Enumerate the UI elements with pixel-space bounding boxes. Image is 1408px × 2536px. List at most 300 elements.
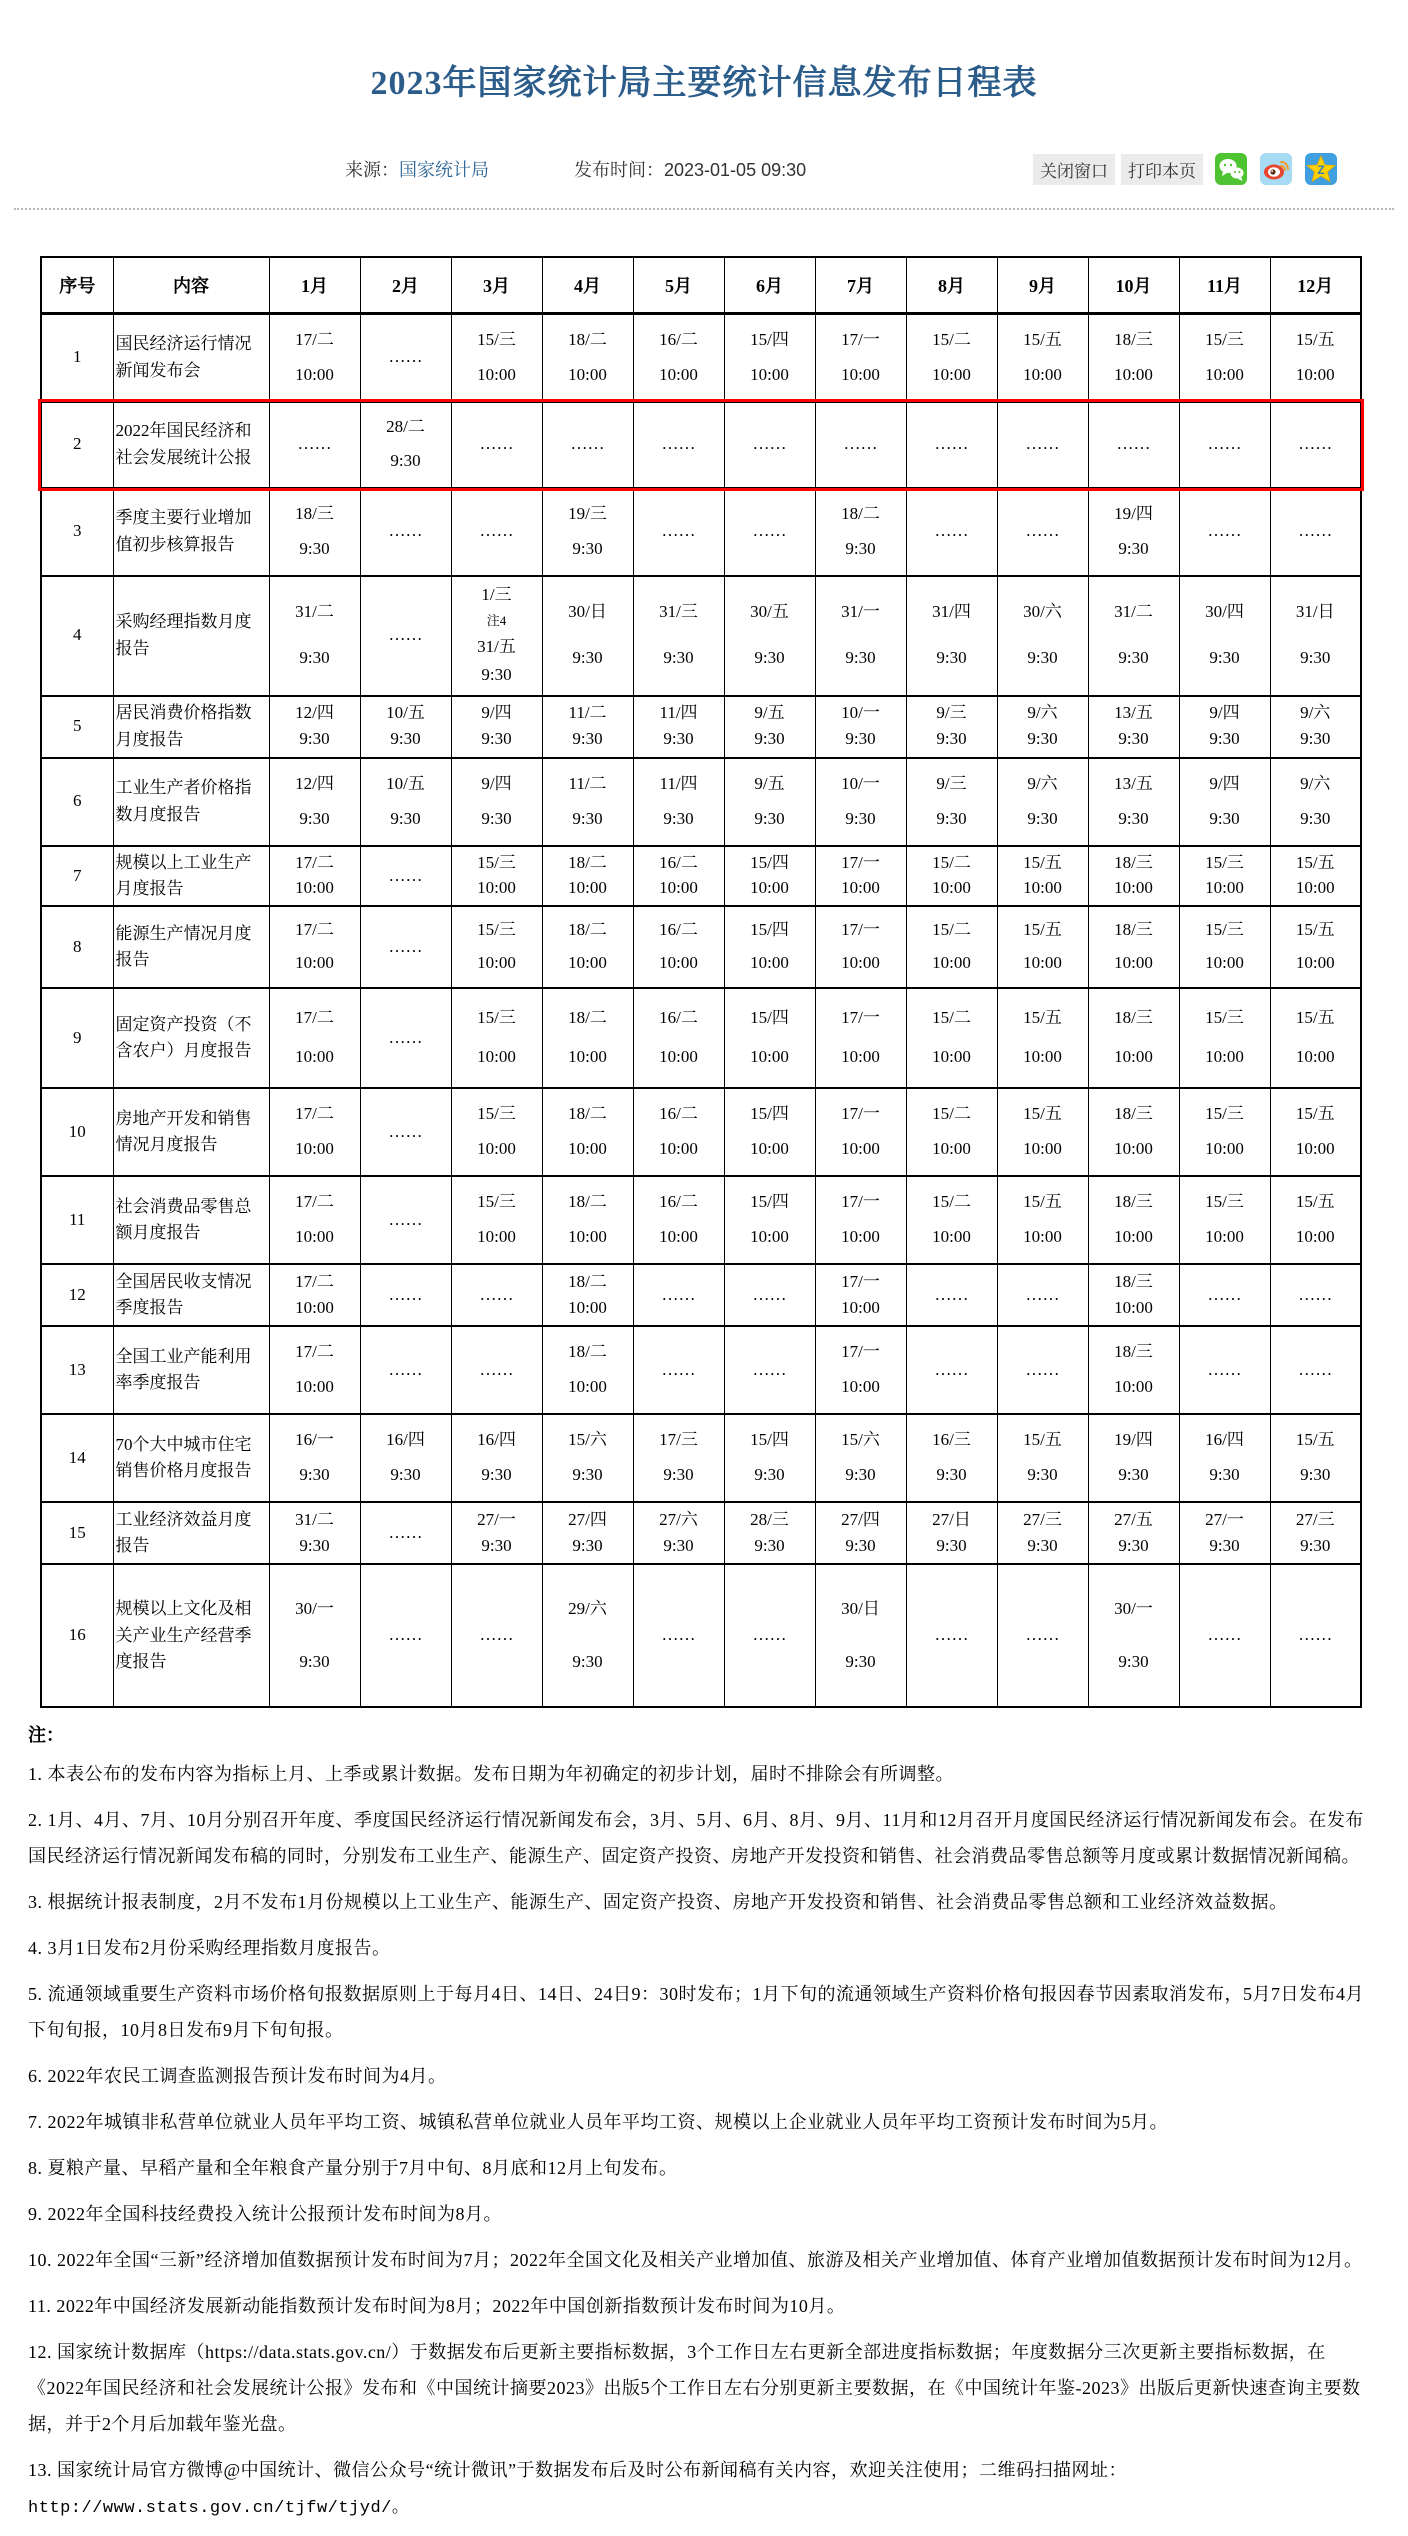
page-title: 2023年国家统计局主要统计信息发布日程表 (370, 65, 1038, 102)
schedule-cell (815, 488, 906, 576)
column-header: 5月 (633, 257, 724, 313)
schedule-cell (724, 402, 815, 488)
schedule-cell-line: 9:30 (481, 665, 512, 684)
schedule-cell-line: 9:30 (1118, 808, 1149, 828)
note-item: 7. 2022年城镇非私营单位就业人员年平均工资、城镇私营单位就业人员年平均工资、规模以上企业就业人员年平均工资预计发布时间为5月。 (28, 2112, 1168, 2133)
schedule-cell-line: 9:30 (1300, 1535, 1331, 1555)
schedule-cell-line: 9:30 (1300, 808, 1331, 828)
schedule-cell (1179, 1326, 1270, 1414)
schedule-cell-line: 31/日 (1295, 602, 1335, 622)
schedule-cell (997, 488, 1088, 576)
schedule-cell-line: 18/二 (568, 1192, 607, 1212)
column-header: 1月 (269, 257, 360, 313)
schedule-cell (1179, 576, 1270, 696)
schedule-cell-line: …… (752, 1284, 787, 1304)
schedule-cell (997, 576, 1088, 696)
schedule-cell-line: …… (661, 434, 696, 454)
schedule-cell-line: …… (297, 434, 332, 454)
schedule-cell-line: 11 (69, 1209, 86, 1229)
schedule-cell-line: 15/三 (1205, 329, 1244, 349)
schedule-cell (815, 1326, 906, 1414)
schedule-cell-line: 27/一 (477, 1509, 516, 1529)
schedule-cell-line: 10:00 (1114, 1139, 1153, 1159)
schedule-cell (451, 488, 542, 576)
schedule-cell (724, 1326, 815, 1414)
schedule-cell (1088, 1176, 1179, 1264)
schedule-cell-line: 31/二 (1114, 602, 1153, 622)
row-number-cell (41, 576, 113, 696)
schedule-cell (1088, 1564, 1179, 1707)
schedule-cell-line: 9:30 (1027, 1535, 1058, 1555)
schedule-cell-line: 10:00 (750, 1047, 789, 1067)
row-number-cell (41, 988, 113, 1088)
schedule-cell-line: 16/二 (659, 920, 698, 940)
schedule-cell-line: 30/日 (841, 1598, 880, 1618)
schedule-cell (633, 988, 724, 1088)
schedule-cell (542, 1502, 633, 1564)
schedule-cell (724, 488, 815, 576)
schedule-cell-line: 10:00 (477, 1047, 516, 1067)
schedule-cell-line: 9:30 (572, 808, 603, 828)
schedule-cell-line: 规模以上工业生产月度报告 (115, 852, 252, 898)
schedule-cell-line: 18/二 (841, 503, 880, 523)
schedule-cell-line: 16/二 (659, 1104, 698, 1124)
schedule-cell (906, 696, 997, 758)
schedule-cell-line: 9:30 (663, 1465, 694, 1485)
note-item: 4. 3月1日发布2月份采购经理指数月度报告。 (28, 1938, 391, 1959)
schedule-cell-line: 9/四 (481, 773, 512, 793)
table-row (41, 1088, 1361, 1176)
schedule-cell-line: 10:00 (1114, 1227, 1153, 1247)
schedule-cell (542, 1088, 633, 1176)
schedule-cell-line: 9:30 (390, 808, 421, 828)
schedule-cell-line: 17/二 (295, 1342, 334, 1362)
schedule-cell-line: 9:30 (754, 647, 785, 667)
row-content-cell (113, 906, 269, 988)
schedule-cell-line: …… (1025, 1359, 1060, 1379)
schedule-cell-line: 10:00 (750, 1227, 789, 1247)
schedule-cell (542, 576, 633, 696)
schedule-cell (906, 988, 997, 1088)
schedule-cell (1179, 402, 1270, 488)
note-item: 6. 2022年农民工调查监测报告预计发布时间为4月。 (28, 2066, 447, 2087)
schedule-cell (1270, 1414, 1361, 1502)
schedule-cell (542, 696, 633, 758)
schedule-cell (360, 758, 451, 846)
schedule-cell-line: 10:00 (932, 364, 971, 384)
schedule-cell-line: 15/五 (1295, 1104, 1335, 1124)
schedule-cell-line: …… (1298, 434, 1333, 454)
schedule-cell (724, 696, 815, 758)
schedule-cell-line: 10:00 (568, 1047, 607, 1067)
schedule-cell-line: …… (479, 521, 514, 541)
schedule-cell-line: 9:30 (572, 1651, 603, 1671)
schedule-cell-line: 12/四 (295, 773, 334, 793)
schedule-cell-line: 17/一 (841, 1104, 880, 1124)
schedule-cell-line: …… (934, 1284, 969, 1304)
schedule-cell (451, 1088, 542, 1176)
schedule-cell-line: 10:00 (1295, 878, 1335, 898)
column-header: 12月 (1270, 257, 1361, 313)
schedule-cell-line: 工业经济效益月度报告 (115, 1509, 252, 1556)
schedule-cell-line: 9:30 (845, 808, 876, 828)
row-number-cell (41, 402, 113, 488)
schedule-cell (1179, 488, 1270, 576)
schedule-cell-line: 15/五 (1295, 1192, 1335, 1212)
schedule-cell-line: 9:30 (572, 729, 603, 749)
schedule-cell-line: 10:00 (1205, 953, 1244, 973)
schedule-cell-line: 18/三 (1114, 1342, 1153, 1362)
schedule-cell-line: 15/二 (932, 1104, 971, 1124)
schedule-cell (724, 1564, 815, 1707)
schedule-cell-line: 9:30 (1209, 1465, 1240, 1485)
schedule-cell (906, 1264, 997, 1326)
schedule-cell-line: 9:30 (663, 808, 694, 828)
schedule-cell-line: 15 (68, 1522, 86, 1542)
print-page-button[interactable]: 打印本页 (1121, 154, 1203, 185)
schedule-cell (360, 488, 451, 576)
schedule-cell-line: 10:00 (295, 878, 334, 898)
schedule-cell-line: 10:00 (1295, 1047, 1335, 1067)
schedule-cell-line: 9:30 (1027, 808, 1058, 828)
schedule-cell (269, 906, 360, 988)
schedule-cell-line: 18/三 (1114, 920, 1153, 940)
schedule-cell (724, 758, 815, 846)
schedule-cell (724, 1502, 815, 1564)
schedule-cell-line: 9:30 (936, 1465, 967, 1485)
schedule-cell-line: 9:30 (1300, 647, 1331, 667)
schedule-cell-line: …… (1298, 1625, 1333, 1645)
row-content-cell (113, 988, 269, 1088)
schedule-cell (360, 1502, 451, 1564)
schedule-cell (451, 1502, 542, 1564)
schedule-cell (906, 576, 997, 696)
schedule-cell-line: …… (479, 1284, 514, 1304)
schedule-cell-line: 27/四 (841, 1509, 880, 1529)
schedule-cell (1270, 1564, 1361, 1707)
schedule-cell-line: 14 (68, 1447, 86, 1467)
table-row (41, 1564, 1361, 1707)
schedule-cell-line: 10:00 (295, 1227, 334, 1247)
schedule-cell (360, 576, 451, 696)
schedule-cell-line: …… (388, 1121, 423, 1141)
schedule-cell (360, 313, 451, 402)
schedule-cell (815, 1564, 906, 1707)
schedule-cell-line: 10:00 (1023, 878, 1062, 898)
wechat-share-icon[interactable] (1214, 152, 1248, 186)
schedule-cell-line: 27/五 (1114, 1509, 1153, 1529)
schedule-cell-line: 16/一 (295, 1430, 334, 1450)
schedule-cell-line: 9:30 (572, 1535, 603, 1555)
schedule-cell-line: 18/二 (568, 329, 607, 349)
schedule-cell-line: 17/一 (841, 329, 880, 349)
schedule-cell (906, 1502, 997, 1564)
schedule-cell-line: …… (388, 865, 423, 885)
schedule-cell (1088, 846, 1179, 907)
schedule-cell-line: 18/三 (295, 503, 334, 523)
schedule-cell-line: 10:00 (1023, 953, 1062, 973)
schedule-cell (542, 402, 633, 488)
schedule-cell-line: 10/五 (386, 773, 425, 793)
note-item: 9. 2022年全国科技经费投入统计公报预计发布时间为8月。 (28, 2204, 502, 2225)
schedule-cell-line: 9:30 (845, 1465, 876, 1485)
schedule-cell-line: 9:30 (1118, 1535, 1149, 1555)
row-content-cell (113, 1088, 269, 1176)
schedule-cell-line: 15/四 (750, 920, 789, 940)
schedule-cell-line: …… (388, 1522, 423, 1542)
schedule-cell-line: 9:30 (845, 538, 876, 558)
schedule-cell-line: 17/二 (295, 329, 334, 349)
schedule-cell-line: …… (1298, 521, 1333, 541)
column-header: 7月 (815, 257, 906, 313)
schedule-cell-line: 16/二 (659, 852, 698, 872)
schedule-cell (360, 1414, 451, 1502)
schedule-cell (906, 1088, 997, 1176)
schedule-cell-line: 9:30 (572, 538, 603, 558)
table-row (41, 1414, 1361, 1502)
schedule-cell-line: 国民经济运行情况新闻发布会 (115, 334, 252, 380)
schedule-cell-line: 9/五 (754, 703, 785, 723)
schedule-cell-line: 15/五 (1295, 852, 1335, 872)
schedule-cell-line: 能源生产情况月度报告 (115, 923, 252, 970)
schedule-cell-line: 9:30 (1118, 538, 1149, 558)
table-row (41, 988, 1361, 1088)
schedule-cell (1088, 696, 1179, 758)
row-number-cell (41, 846, 113, 907)
schedule-cell-line: 10:00 (932, 878, 971, 898)
schedule-cell (633, 313, 724, 402)
schedule-cell-line: 5 (73, 716, 82, 736)
column-header: 序号 (41, 257, 113, 313)
schedule-cell (906, 1564, 997, 1707)
schedule-cell-line: …… (388, 1284, 423, 1304)
schedule-cell-line: 30/六 (1023, 602, 1062, 622)
schedule-cell-line: 9:30 (390, 451, 421, 471)
schedule-cell (724, 1264, 815, 1326)
pubtime-block (574, 156, 806, 182)
schedule-cell (1088, 488, 1179, 576)
schedule-cell-line: 社会消费品零售总额月度报告 (115, 1196, 252, 1243)
pubtime-label: 发布时间： (574, 160, 664, 180)
schedule-cell-line: 70个大中城市住宅销售价格月度报告 (115, 1434, 252, 1481)
schedule-cell (1270, 696, 1361, 758)
schedule-cell (815, 1502, 906, 1564)
row-number-cell (41, 906, 113, 988)
schedule-cell-line: 27/三 (1295, 1509, 1335, 1529)
schedule-cell-line: 15/三 (1205, 920, 1244, 940)
schedule-cell (451, 1414, 542, 1502)
source-link[interactable]: 国家统计局 (399, 160, 489, 180)
schedule-cell-line: 18/三 (1114, 1271, 1153, 1291)
schedule-cell (997, 988, 1088, 1088)
schedule-cell (1088, 758, 1179, 846)
schedule-cell-line: 9:30 (390, 1465, 421, 1485)
schedule-cell-line: …… (570, 434, 605, 454)
schedule-cell-line: 15/三 (477, 329, 516, 349)
table-row (41, 488, 1361, 576)
schedule-cell (269, 1414, 360, 1502)
schedule-cell-line: 9:30 (663, 647, 694, 667)
schedule-cell (360, 402, 451, 488)
schedule-cell (997, 906, 1088, 988)
schedule-cell-line: 9/四 (481, 703, 512, 723)
schedule-cell (815, 988, 906, 1088)
schedule-cell-line: …… (934, 521, 969, 541)
schedule-cell-line: 9:30 (754, 1535, 785, 1555)
schedule-cell-line: 9:30 (299, 1465, 330, 1485)
meta-bar (0, 152, 1408, 186)
row-number-cell (41, 758, 113, 846)
schedule-cell-line: …… (388, 625, 423, 645)
close-window-button[interactable]: 关闭窗口 (1033, 154, 1115, 185)
schedule-cell-line: 10:00 (568, 1227, 607, 1247)
schedule-cell (1179, 1502, 1270, 1564)
schedule-cell-line: 18/二 (568, 852, 607, 872)
schedule-cell-line: 9:30 (1209, 729, 1240, 749)
schedule-cell (906, 1414, 997, 1502)
schedule-cell (633, 1564, 724, 1707)
schedule-cell-line: …… (1025, 521, 1060, 541)
schedule-cell (815, 576, 906, 696)
schedule-cell-line: …… (1116, 434, 1151, 454)
schedule-cell-line: 18/二 (568, 920, 607, 940)
schedule-cell-line: 工业生产者价格指数月度报告 (115, 778, 252, 824)
schedule-cell-line: 规模以上文化及相关产业生产经营季度报告 (115, 1599, 252, 1671)
schedule-cell (724, 1414, 815, 1502)
row-number-cell (41, 1264, 113, 1326)
schedule-cell-line: 10:00 (568, 953, 607, 973)
schedule-cell-line: 15/五 (1023, 1430, 1062, 1450)
column-header: 9月 (997, 257, 1088, 313)
schedule-cell (360, 1176, 451, 1264)
schedule-cell-line: 16/四 (1205, 1430, 1244, 1450)
schedule-cell-line: 18/三 (1114, 1104, 1153, 1124)
schedule-cell-line: …… (1207, 434, 1242, 454)
schedule-cell-line: 17/二 (295, 920, 334, 940)
schedule-cell (633, 576, 724, 696)
schedule-cell (451, 758, 542, 846)
schedule-cell-line: 9:30 (754, 1465, 785, 1485)
schedule-cell (542, 488, 633, 576)
column-header: 10月 (1088, 257, 1179, 313)
row-content-cell (113, 758, 269, 846)
schedule-cell (815, 402, 906, 488)
schedule-cell-line: 18/三 (1114, 1008, 1153, 1028)
schedule-cell (542, 906, 633, 988)
schedule-cell-line: 16/二 (659, 329, 698, 349)
schedule-cell (815, 1176, 906, 1264)
schedule-cell-line: 8 (73, 936, 82, 956)
schedule-cell-line: …… (934, 1625, 969, 1645)
schedule-cell-line: 31/二 (295, 1509, 334, 1529)
table-row (41, 906, 1361, 988)
column-header: 6月 (724, 257, 815, 313)
note-item: 5. 流通领域重要生产资料市场价格旬报数据原则上于每月4日、14日、24日9：30时发布；1月下旬的流通领域生产资料价格旬报因春节因素取消发布，5月7日发布4月下旬旬报，10月8日发布9月下旬旬报。 (28, 1984, 1364, 2041)
schedule-cell-line: 15/二 (932, 1008, 971, 1028)
schedule-cell-line: 17/二 (295, 1271, 334, 1291)
schedule-cell-line: 9:30 (845, 729, 876, 749)
schedule-cell (633, 402, 724, 488)
schedule-cell-line: 9/六 (1027, 773, 1058, 793)
schedule-cell-line: 3 (73, 521, 82, 541)
schedule-cell-line: 10:00 (932, 1139, 971, 1159)
schedule-cell (1179, 906, 1270, 988)
schedule-cell (451, 1264, 542, 1326)
schedule-cell (451, 576, 542, 696)
schedule-cell (360, 1564, 451, 1707)
schedule-cell-line: …… (479, 1625, 514, 1645)
schedule-cell-line: 27/六 (659, 1509, 698, 1529)
schedule-cell (724, 1176, 815, 1264)
schedule-cell-line: 15/五 (1295, 920, 1335, 940)
schedule-cell-line: 18/三 (1114, 1192, 1153, 1212)
schedule-cell-line: 11/四 (659, 773, 698, 793)
schedule-cell (815, 1414, 906, 1502)
source-label: 来源： (345, 160, 399, 180)
schedule-cell-line: 31/三 (659, 602, 698, 622)
schedule-cell-line: 12 (68, 1284, 86, 1304)
schedule-cell (451, 988, 542, 1088)
schedule-cell (633, 1176, 724, 1264)
schedule-cell-line: …… (843, 434, 878, 454)
schedule-cell (451, 1564, 542, 1707)
qzone-share-icon[interactable] (1304, 152, 1338, 186)
schedule-cell (633, 906, 724, 988)
schedule-cell-line: 9:30 (754, 808, 785, 828)
schedule-cell-line: 固定资产投资（不含农户）月度报告 (115, 1014, 252, 1061)
row-number-cell (41, 696, 113, 758)
schedule-cell (360, 1088, 451, 1176)
schedule-cell-line: 27/日 (932, 1509, 971, 1529)
schedule-cell (360, 906, 451, 988)
schedule-cell-line: 15/五 (1023, 1008, 1062, 1028)
weibo-share-icon[interactable] (1259, 152, 1293, 186)
schedule-cell (542, 1414, 633, 1502)
schedule-cell-line: 30/四 (1205, 602, 1244, 622)
schedule-cell-line: 15/二 (932, 329, 971, 349)
schedule-cell-line: 10:00 (750, 1139, 789, 1159)
schedule-cell (451, 906, 542, 988)
schedule-cell-line: 10:00 (1114, 1297, 1153, 1317)
schedule-cell-line: 10:00 (1295, 1227, 1335, 1247)
row-content-cell (113, 1326, 269, 1414)
schedule-cell (1270, 988, 1361, 1088)
schedule-cell (451, 313, 542, 402)
schedule-cell (1270, 313, 1361, 402)
schedule-cell (997, 1088, 1088, 1176)
table-row (41, 576, 1361, 696)
note-item: http://www.stats.gov.cn/tjfw/tjyd/。 (28, 2499, 410, 2519)
row-number-cell (41, 313, 113, 402)
schedule-cell (997, 1176, 1088, 1264)
schedule-cell-line: …… (1298, 1359, 1333, 1379)
schedule-cell-line: 15/五 (1023, 1104, 1062, 1124)
schedule-cell-line: …… (752, 521, 787, 541)
schedule-cell-line: …… (1025, 1284, 1060, 1304)
schedule-cell-line: 9:30 (1118, 1465, 1149, 1485)
schedule-cell-line: 15/五 (1023, 920, 1062, 940)
schedule-cell-line: …… (479, 434, 514, 454)
schedule-cell-line: 10:00 (295, 1047, 334, 1067)
schedule-cell (269, 1502, 360, 1564)
schedule-cell-line: 9:30 (1027, 1465, 1058, 1485)
schedule-cell-line: 17/一 (841, 1271, 880, 1291)
schedule-cell-line: …… (388, 936, 423, 956)
schedule-cell-line: 采购经理指数月度报告 (115, 612, 252, 658)
schedule-cell (542, 758, 633, 846)
schedule-cell-line: 10:00 (841, 1297, 880, 1317)
schedule-cell-line: 10/五 (386, 703, 425, 723)
